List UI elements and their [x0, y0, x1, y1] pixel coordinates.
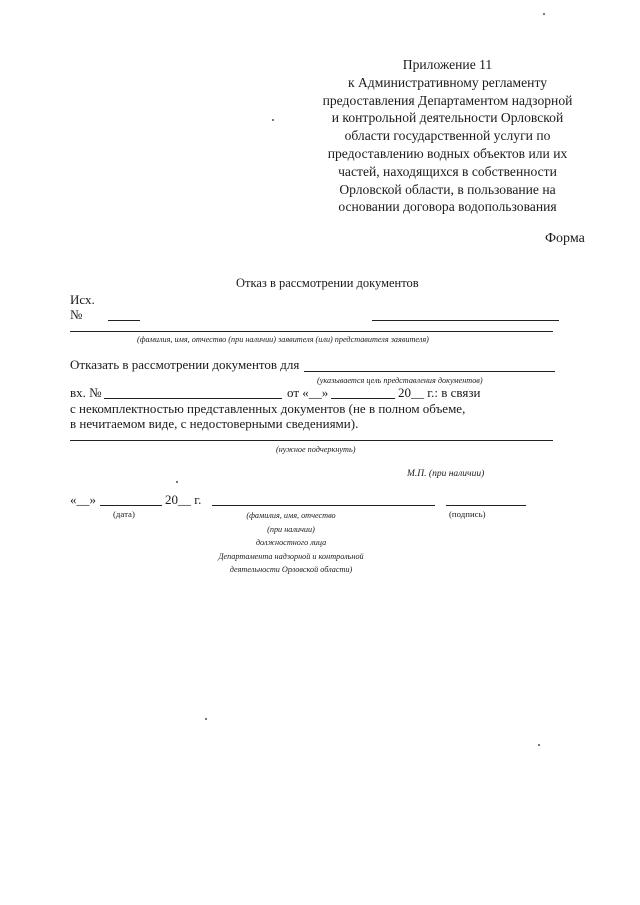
appendix-line: предоставлению водных объектов или их: [327, 145, 568, 161]
appendix-header: [290, 56, 605, 216]
appendix-line: к Административному регламенту: [347, 74, 548, 90]
appendix-line: Орловской области, в пользование на: [339, 181, 556, 197]
scan-speck: [543, 13, 545, 15]
applicant-line: [70, 331, 553, 332]
outgoing-ref-label: Исх.: [70, 292, 95, 307]
outgoing-number-line: [108, 320, 140, 321]
incoming-from-label: от «__»: [287, 385, 329, 400]
official-caption-line: деятельности Орловской области): [229, 565, 353, 575]
scan-speck: [538, 744, 540, 746]
incoming-date-line: [331, 398, 395, 399]
outgoing-number-label: №: [70, 307, 83, 322]
official-caption-line: должностного лица: [255, 538, 327, 548]
scan-speck: [272, 119, 274, 121]
scan-speck: [176, 481, 178, 483]
incoming-number-label: вх. №: [70, 385, 102, 400]
underline-line: [70, 440, 553, 441]
official-caption: [186, 509, 396, 577]
appendix-line: частей, находящихся в собственности: [338, 163, 557, 179]
official-caption-line: (при наличии): [267, 524, 315, 534]
signature-caption: (подпись): [449, 509, 486, 519]
applicant-caption: (фамилия, имя, отчество (при наличии) заявителя (или) представителя заявителя): [137, 335, 429, 344]
official-name-line: [212, 505, 435, 506]
reason-line-1: с некомплектностью представленных документов (не в полном объеме,: [70, 401, 466, 416]
appendix-line: основании договора водопользования: [338, 199, 557, 215]
signature-line: [446, 505, 526, 506]
date-year-label: 20__ г.: [165, 492, 202, 507]
incoming-number-line: [104, 398, 282, 399]
document-title: Отказ в рассмотрении документов: [236, 276, 419, 290]
appendix-line: предоставления Департаментом надзорной: [322, 92, 573, 108]
appendix-line: Приложение 11: [402, 57, 493, 72]
appendix-line: области государственной услуги по: [344, 128, 551, 144]
stamp-note: М.П. (при наличии): [407, 469, 485, 479]
official-caption-line: (фамилия, имя, отчество: [246, 511, 336, 520]
scan-speck: [205, 718, 207, 720]
purpose-caption: (указывается цель представления документов): [317, 376, 483, 385]
date-caption: (дата): [113, 509, 135, 519]
recipient-line: [372, 320, 559, 321]
reason-line-2: в нечитаемом виде, с недостоверными сведениями).: [70, 416, 359, 431]
refuse-label: Отказать в рассмотрении документов для: [70, 357, 300, 372]
date-quote-label: «__»: [70, 492, 96, 507]
date-line: [100, 505, 162, 506]
underline-caption: (нужное подчеркнуть): [276, 445, 356, 454]
appendix-line: и контрольной деятельности Орловской: [331, 110, 564, 126]
form-label: Форма: [545, 231, 585, 246]
official-caption-line: Департамента надзорной и контрольной: [218, 551, 364, 561]
purpose-line: [304, 371, 555, 372]
incoming-year-label: 20__ г.: в связи: [398, 385, 481, 400]
